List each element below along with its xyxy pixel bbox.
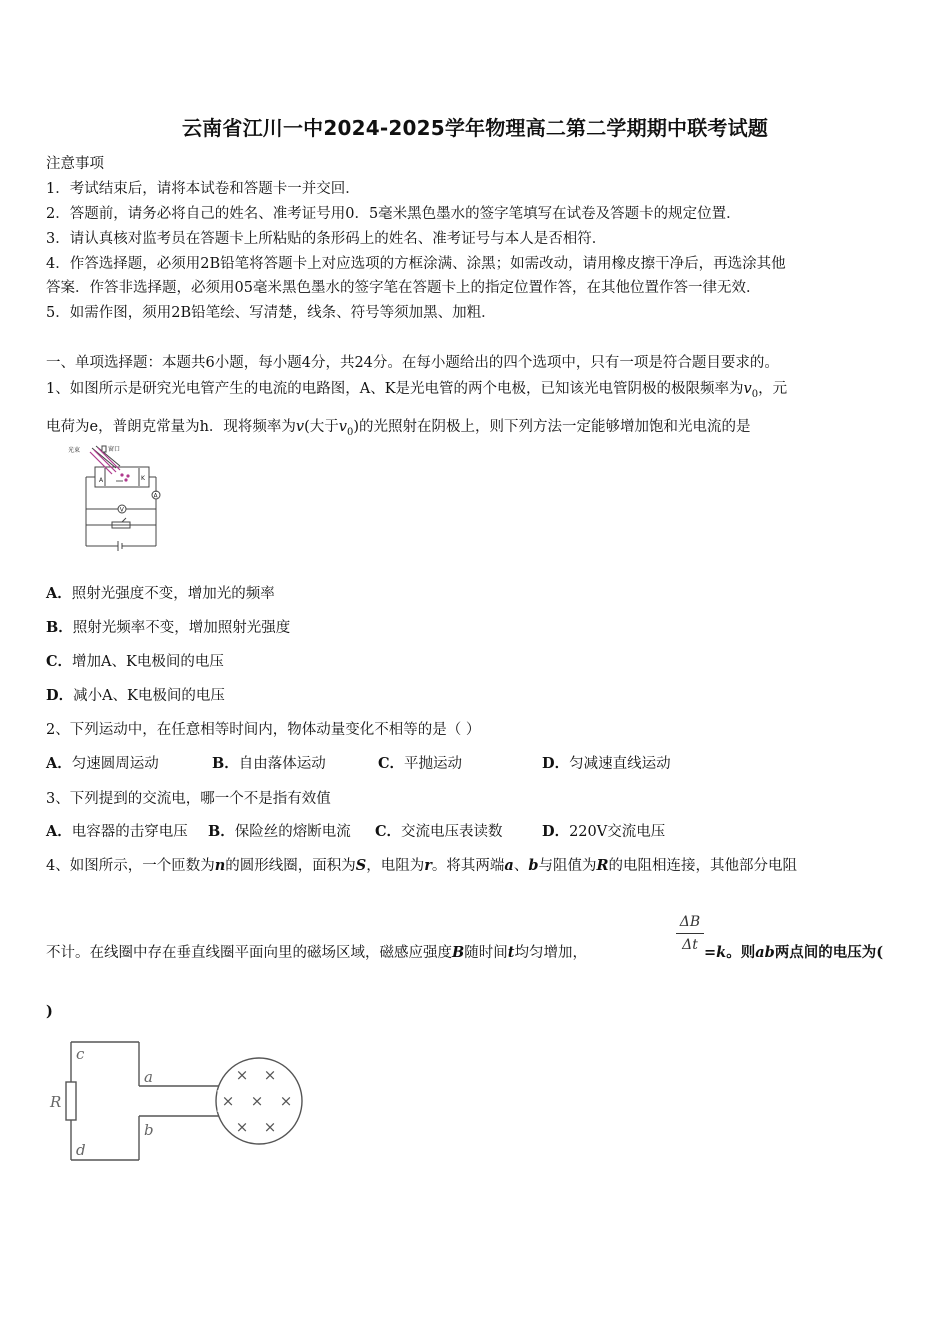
label-cathode: K — [141, 475, 145, 482]
q2-stem: 2、下列运动中，在任意相等时间内，物体动量变化不相等的是（ ） — [46, 722, 481, 738]
q3-option-b[interactable]: B．保险丝的熔断电流 — [208, 823, 351, 840]
label-b: b — [144, 1121, 154, 1139]
photoelectric-circuit-figure — [66, 442, 166, 554]
field-cross: × — [279, 1092, 293, 1110]
q4-stem-line1: 4、如图所示，一个匝数为n的圆形线圈，面积为S，电阻为r。将其两端a、b与阻值为R的电阻相连接，其他部分电阻 — [46, 857, 798, 874]
field-cross: × — [263, 1118, 277, 1136]
label-R: R — [50, 1093, 62, 1111]
field-cross: × — [221, 1092, 235, 1110]
notes-item: 5．如需作图，须用2B铅笔绘、写清楚，线条、符号等须加黑、加粗． — [46, 305, 496, 321]
q1-stem-line2: 电荷为e，普朗克常量为h．现将频率为v(大于$v_0$)的光照射在阴极上，则下列方法一定能够增加饱和光电流的是 — [46, 419, 751, 438]
q1-option-d[interactable]: D．减小A、K电极间的电压 — [46, 687, 225, 704]
field-cross: × — [263, 1066, 277, 1084]
field-cross: × — [250, 1092, 264, 1110]
q2-option-d[interactable]: D．匀减速直线运动 — [542, 755, 671, 772]
q1-option-a[interactable]: A．照射光强度不变，增加光的频率 — [46, 585, 275, 602]
label-d: d — [76, 1141, 86, 1159]
label-anode: A — [99, 477, 104, 484]
page-title: 云南省江川一中2024-2025学年物理高二第二学期期中联考试题 — [181, 116, 769, 140]
coil-resistor-figure — [44, 1038, 306, 1164]
label-ammeter: A — [153, 492, 158, 500]
notes-item: 答案．作答非选择题，必须用05毫米黑色墨水的签字笔在答题卡上的指定位置作答，在其他位置作答一律无效． — [46, 280, 761, 296]
q1-option-c[interactable]: C．增加A、K电极间的电压 — [46, 653, 224, 670]
label-beam: 光束 — [68, 447, 81, 454]
q3-stem: 3、下列提到的交流电，哪一个不是指有效值 — [46, 791, 331, 807]
q4-stem-line2-end: =k。则ab两点间的电压为( — [704, 944, 884, 961]
q2-option-c[interactable]: C．平抛运动 — [378, 755, 463, 772]
q3-option-c[interactable]: C．交流电压表读数 — [375, 823, 503, 840]
notes-item: 2．答题前，请务必将自己的姓名、准考证号用0．5毫米黑色墨水的签字笔填写在试卷及答题卡的规定位置． — [46, 206, 741, 222]
q3-option-d[interactable]: D．220V交流电压 — [542, 823, 666, 840]
q1-option-b[interactable]: B．照射光频率不变，增加照射光强度 — [46, 619, 291, 636]
label-a: a — [144, 1068, 153, 1086]
field-cross: × — [235, 1118, 249, 1136]
label-window: 窗口 — [108, 446, 121, 453]
label-voltmeter: V — [119, 506, 124, 514]
notes-item: 4．作答选择题，必须用2B铅笔将答题卡上对应选项的方框涂满、涂黑；如需改动，请用橡皮擦干净后，再选涂其他 — [46, 256, 786, 272]
notes-item: 1．考试结束后，请将本试卷和答题卡一并交回． — [46, 181, 360, 197]
q4-stem-line3: ) — [46, 1003, 53, 1020]
field-cross: × — [235, 1066, 249, 1084]
delta-b-over-delta-t: ΔB Δt — [676, 914, 704, 953]
label-c: c — [76, 1045, 85, 1063]
q3-option-a[interactable]: A．电容器的击穿电压 — [46, 823, 188, 840]
q4-stem-line2: 不计。在线圈中存在垂直线圈平面向里的磁场区域，磁感应强度B随时间t均匀增加， — [46, 944, 587, 961]
q1-stem-line1: 1、如图所示是研究光电管产生的电流的电路图，A、K是光电管的两个电极，已知该光电管阴极的极限频率为$v_0$，元 — [46, 381, 788, 400]
q2-option-b[interactable]: B．自由落体运动 — [212, 755, 326, 772]
q2-option-a[interactable]: A．匀速圆周运动 — [46, 755, 159, 772]
section-heading: 一、单项选择题：本题共6小题，每小题4分，共24分。在每小题给出的四个选项中，只有一项是符合题目要求的。 — [46, 355, 779, 371]
notes-heading: 注意事项 — [46, 156, 104, 172]
notes-item: 3．请认真核对监考员在答题卡上所粘贴的条形码上的姓名、准考证号与本人是否相符． — [46, 231, 607, 247]
